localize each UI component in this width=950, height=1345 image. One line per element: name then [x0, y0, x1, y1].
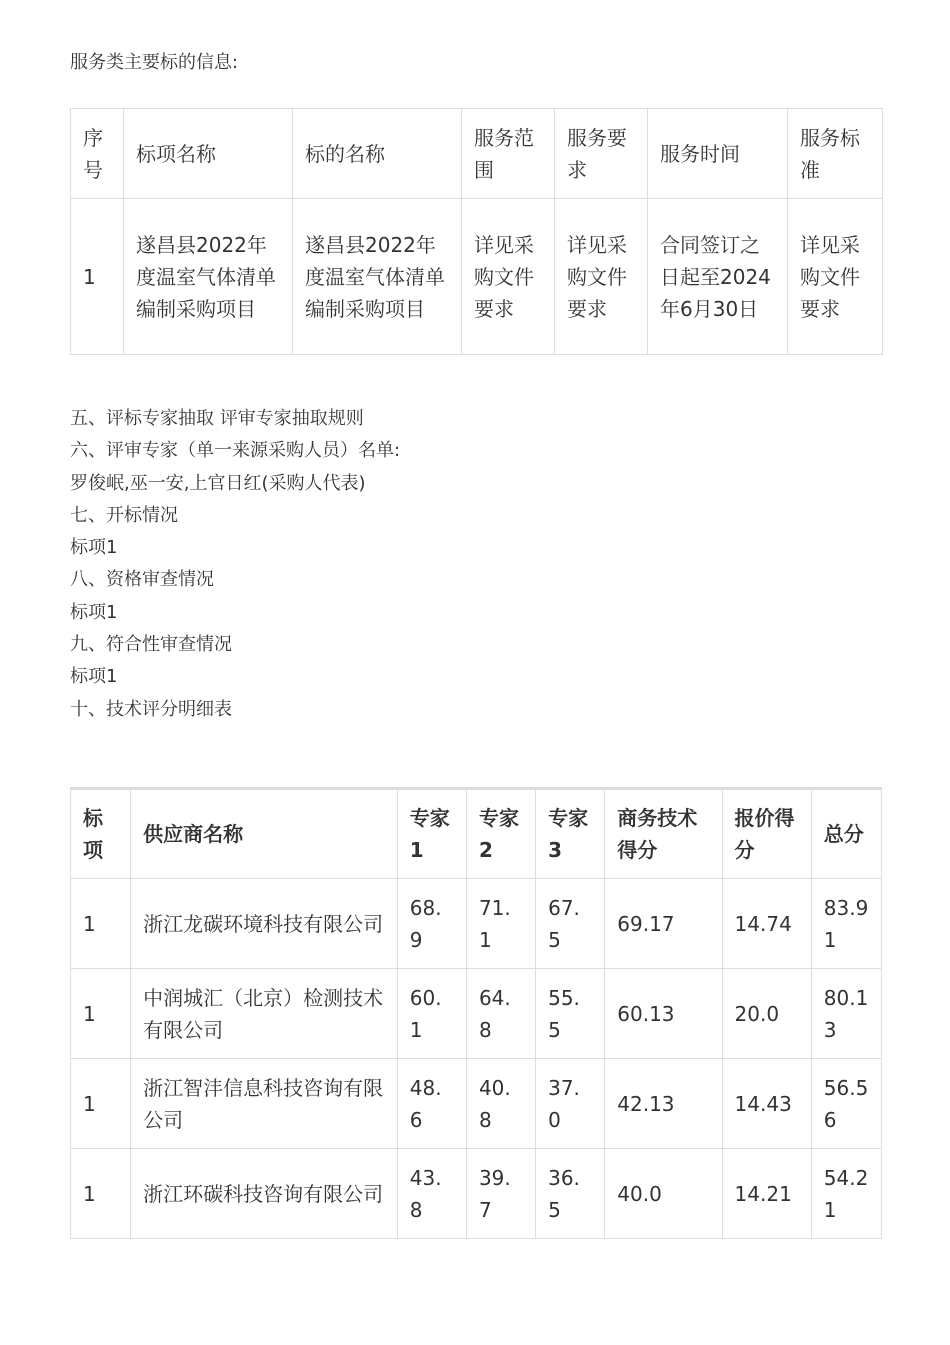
table-cell: 64.8: [466, 969, 535, 1059]
table-row: [71, 879, 882, 969]
section-line: 标项1: [70, 537, 118, 559]
header-cell: 服务标准: [788, 109, 883, 199]
section-line: 十、技术评分明细表: [70, 698, 232, 720]
table-cell: 67.5: [536, 879, 605, 969]
table-cell: 1: [71, 199, 124, 355]
section-line: 六、评审专家（单一来源采购人员）名单:: [70, 440, 401, 462]
table-cell: 69.17: [605, 879, 722, 969]
table-cell: 合同签订之日起至2024年6月30日: [648, 199, 788, 355]
header-cell: 专家2: [466, 789, 535, 879]
header-cell: 报价得分: [722, 789, 811, 879]
header-cell: 服务要求: [555, 109, 648, 199]
table-row: [71, 969, 882, 1059]
header-cell: 服务时间: [648, 109, 788, 199]
header-cell: 标项名称: [124, 109, 293, 199]
table-cell: 56.56: [811, 1059, 881, 1149]
table-row: [71, 1149, 882, 1239]
table-cell: 浙江龙碳环境科技有限公司: [131, 879, 398, 969]
service-table: [70, 108, 883, 355]
table-cell: 浙江环碳科技咨询有限公司: [131, 1149, 398, 1239]
table-cell: 20.0: [722, 969, 811, 1059]
table-cell: 68.9: [397, 879, 466, 969]
table-cell: 14.43: [722, 1059, 811, 1149]
score-table-header: [71, 789, 882, 879]
table-cell: 中润城汇（北京）检测技术有限公司: [131, 969, 398, 1059]
table-cell: 1: [71, 879, 131, 969]
section-line: 九、符合性审查情况: [70, 634, 232, 656]
header-cell: 专家1: [397, 789, 466, 879]
section-line: 五、评标专家抽取 评审专家抽取规则: [70, 408, 364, 429]
table-cell: 详见采购文件要求: [462, 199, 555, 355]
table-cell: 1: [71, 969, 131, 1059]
table-cell: 39.7: [466, 1149, 535, 1239]
header-cell: 标项: [71, 789, 131, 879]
table-cell: 浙江智沣信息科技咨询有限公司: [131, 1059, 398, 1149]
table-cell: 详见采购文件要求: [788, 199, 883, 355]
header-cell: 总分: [811, 789, 881, 879]
table-cell: 43.8: [397, 1149, 466, 1239]
section-line: 罗俊岷,巫一安,上官日红(采购人代表): [70, 472, 366, 494]
table-row: [71, 199, 883, 355]
table-cell: 48.6: [397, 1059, 466, 1149]
section-line: 七、开标情况: [70, 504, 178, 526]
table-cell: 40.8: [466, 1059, 535, 1149]
section-list: [70, 403, 400, 726]
table-cell: 36.5: [536, 1149, 605, 1239]
table-row: [71, 1059, 882, 1149]
header-cell: 供应商名称: [131, 789, 398, 879]
table-cell: 14.74: [722, 879, 811, 969]
table-cell: 14.21: [722, 1149, 811, 1239]
service-table-header: [71, 109, 883, 199]
table-cell: 40.0: [605, 1149, 722, 1239]
intro-heading: 服务类主要标的信息:: [70, 52, 239, 73]
table-cell: 80.13: [811, 969, 881, 1059]
score-table: [70, 787, 882, 1239]
header-cell: 序号: [71, 109, 124, 199]
table-cell: 60.13: [605, 969, 722, 1059]
header-cell: 商务技术得分: [605, 789, 722, 879]
section-line: 八、资格审查情况: [70, 569, 214, 591]
header-cell: 服务范围: [462, 109, 555, 199]
table-cell: 83.91: [811, 879, 881, 969]
table-cell: 42.13: [605, 1059, 722, 1149]
table-cell: 遂昌县2022年度温室气体清单编制采购项目: [293, 199, 462, 355]
table-cell: 71.1: [466, 879, 535, 969]
table-cell: 1: [71, 1149, 131, 1239]
table-cell: 37.0: [536, 1059, 605, 1149]
section-line: 标项1: [70, 601, 118, 623]
header-cell: 标的名称: [293, 109, 462, 199]
table-cell: 54.21: [811, 1149, 881, 1239]
table-cell: 1: [71, 1059, 131, 1149]
table-cell: 60.1: [397, 969, 466, 1059]
header-cell: 专家3: [536, 789, 605, 879]
table-cell: 详见采购文件要求: [555, 199, 648, 355]
table-cell: 55.5: [536, 969, 605, 1059]
table-cell: 遂昌县2022年度温室气体清单编制采购项目: [124, 199, 293, 355]
section-line: 标项1: [70, 666, 118, 688]
